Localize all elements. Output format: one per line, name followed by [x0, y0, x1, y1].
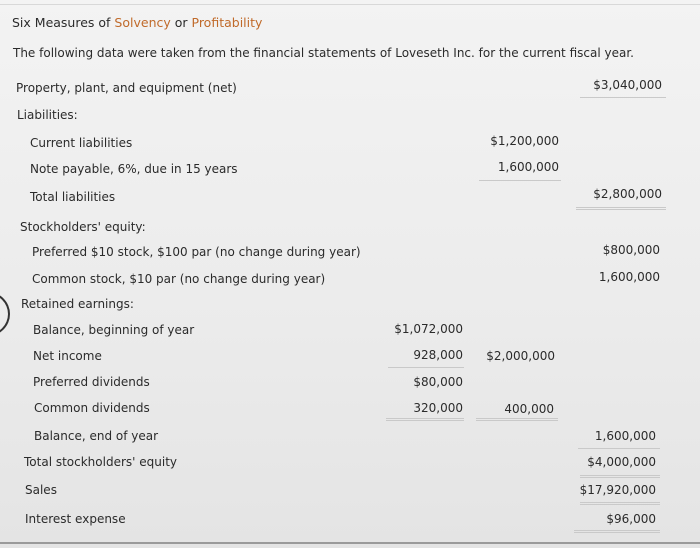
total-liabilities-label: Total liabilities — [30, 190, 116, 204]
preferred-dividends-value: $80,000 — [413, 375, 463, 389]
sales-label: Sales — [25, 483, 57, 497]
preferred-dividends-label: Preferred dividends — [33, 375, 150, 389]
common-stock-value: 1,600,000 — [598, 270, 660, 284]
common-dividends-value: 320,000 — [413, 401, 463, 415]
interest-expense-value: $96,000 — [606, 512, 656, 526]
current-liabilities-label: Current liabilities — [30, 136, 133, 150]
interest-expense-label: Interest expense — [25, 512, 126, 526]
dividends-rule-right — [476, 418, 558, 421]
common-dividends-subtotal: 400,000 — [504, 402, 554, 416]
ending-balance-value: 1,600,000 — [594, 429, 656, 443]
total-equity-label: Total stockholders' equity — [24, 455, 178, 469]
title-solvency: Solvency — [114, 15, 171, 30]
page-title — [12, 16, 262, 30]
partial-circle-mark — [0, 292, 10, 336]
ending-balance-underline — [578, 448, 660, 449]
ppe-label: Property, plant, and equipment (net) — [16, 81, 237, 95]
common-stock-label: Common stock, $10 par (no change during year) — [32, 272, 326, 286]
ppe-value: $3,040,000 — [593, 78, 662, 92]
current-liabilities-value: $1,200,000 — [490, 134, 559, 148]
ending-balance-label: Balance, end of year — [34, 429, 159, 443]
beginning-balance-label: Balance, beginning of year — [33, 323, 195, 337]
note-payable-label: Note payable, 6%, due in 15 years — [30, 162, 238, 176]
title-profitability: Profitability — [191, 15, 263, 30]
net-income-value: 928,000 — [413, 348, 463, 362]
total-liabilities-double-rule — [576, 207, 666, 210]
total-equity-double-rule — [580, 475, 660, 478]
intro-text: The following data were taken from the financial statements of Loveseth Inc. for the current fiscal year. — [13, 46, 634, 60]
top-divider — [0, 4, 700, 5]
net-income-subtotal: $2,000,000 — [486, 349, 555, 363]
liabilities-heading: Liabilities: — [17, 108, 78, 122]
dividends-rule-left — [386, 418, 464, 421]
total-liabilities-value: $2,800,000 — [593, 187, 662, 201]
bottom-divider — [0, 542, 700, 544]
note-payable-value: 1,600,000 — [497, 160, 559, 174]
retained-earnings-heading: Retained earnings: — [21, 297, 134, 311]
title-prefix: Six Measures of — [12, 15, 115, 30]
preferred-stock-value: $800,000 — [602, 243, 660, 257]
note-payable-underline — [479, 180, 561, 181]
total-equity-value: $4,000,000 — [587, 455, 656, 469]
net-income-underline — [388, 367, 464, 368]
ppe-underline — [580, 97, 666, 98]
title-or: or — [170, 15, 192, 30]
preferred-stock-label: Preferred $10 stock, $100 par (no change during year) — [32, 245, 361, 259]
sales-double-rule — [580, 502, 660, 505]
sales-value: $17,920,000 — [579, 483, 656, 497]
net-income-label: Net income — [33, 349, 102, 363]
interest-double-rule — [574, 530, 660, 533]
beginning-balance-value: $1,072,000 — [394, 322, 463, 336]
equity-heading: Stockholders' equity: — [20, 220, 146, 234]
common-dividends-label: Common dividends — [34, 401, 150, 415]
